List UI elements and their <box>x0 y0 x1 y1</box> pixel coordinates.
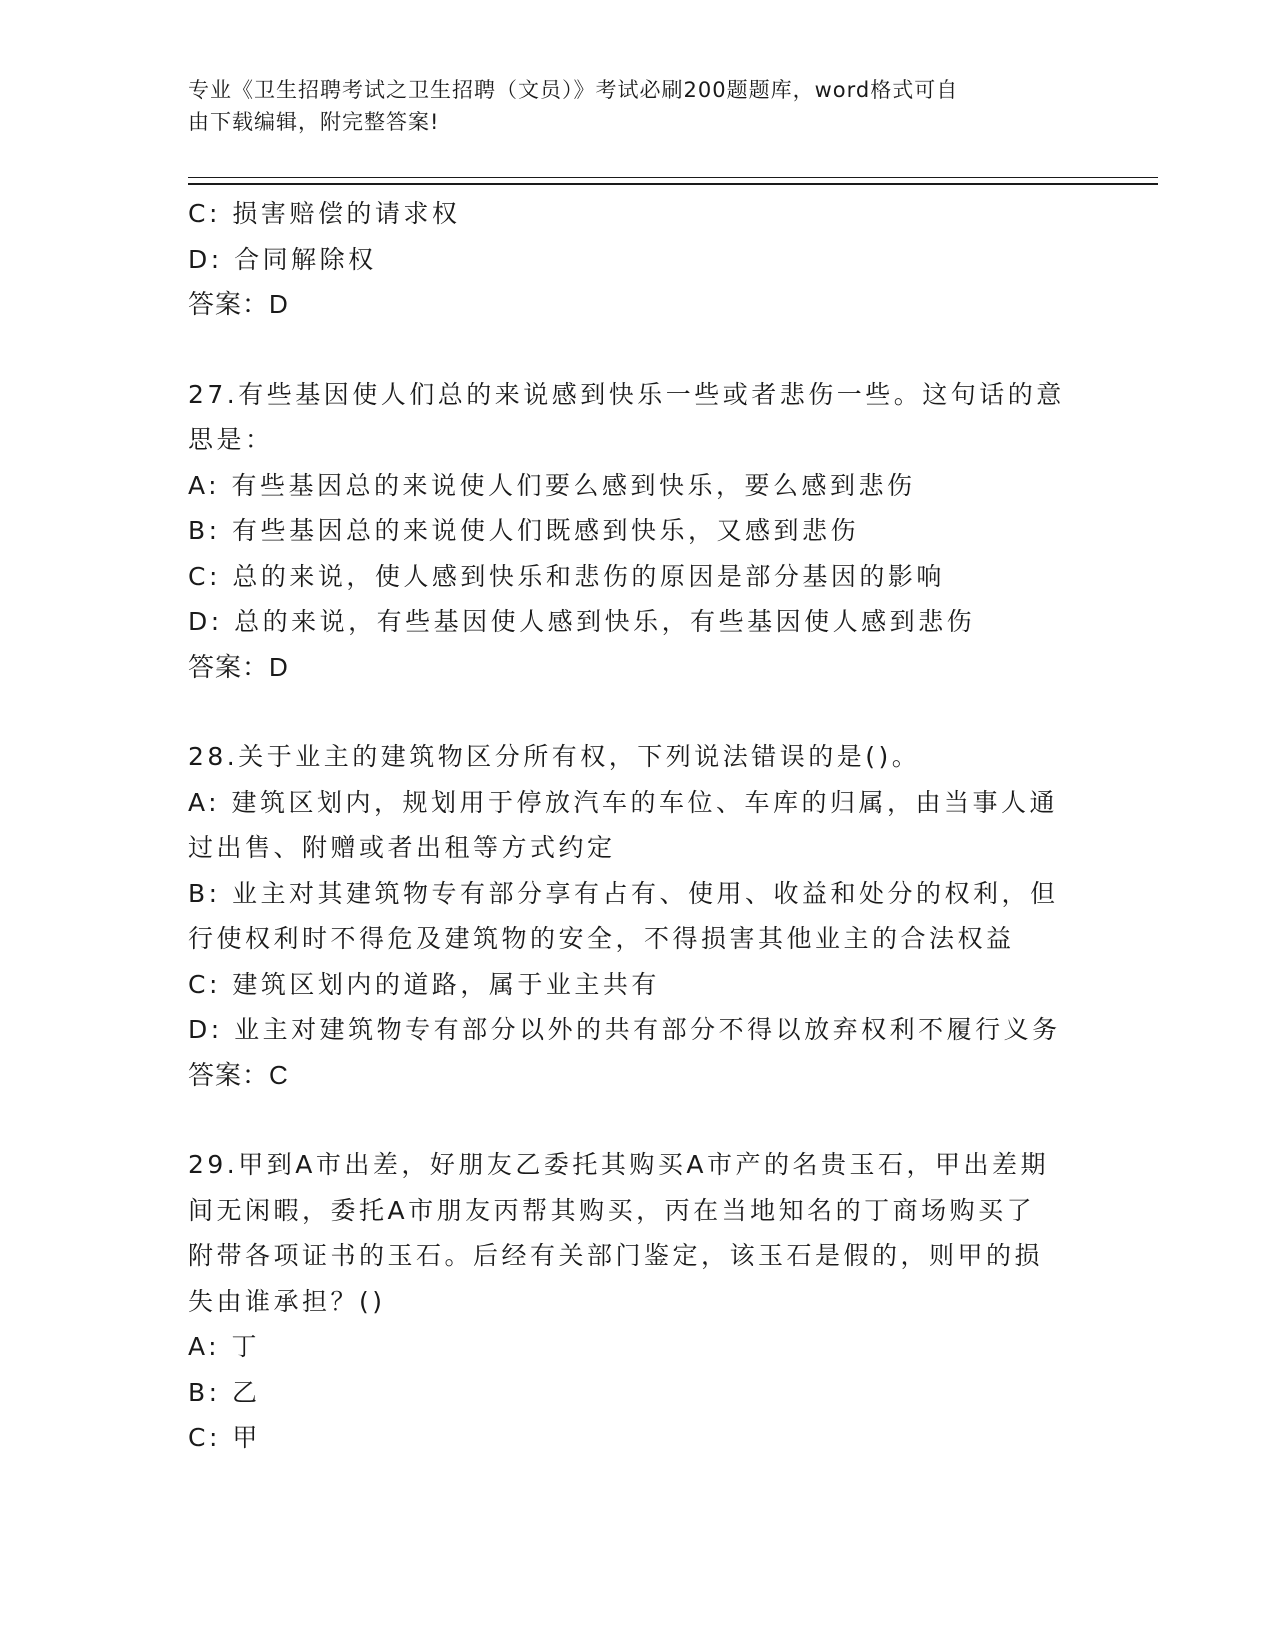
answer-line: 答案：D <box>188 651 289 682</box>
option-c: C: 建筑区划内的道路，属于业主共有 <box>188 969 660 999</box>
answer-line: 答案：C <box>188 1059 289 1090</box>
header-line-2: 由下载编辑，附完整答案! <box>188 110 440 134</box>
option-a: A: 建筑区划内，规划用于停放汽车的车位、车库的归属，由当事人通 <box>188 787 1059 817</box>
question-stem-line: 失由谁承担？() <box>188 1286 386 1316</box>
option-b: B: 乙 <box>188 1377 261 1407</box>
header-divider <box>188 177 1158 185</box>
answer-line: 答案：D <box>188 289 289 319</box>
option-a-continued: 过出售、附赠或者出租等方式约定 <box>188 833 616 862</box>
question-stem-line: 29.甲到A市出差，好朋友乙委托其购买A市产的名贵玉石，甲出差期 <box>188 1150 1049 1179</box>
page-header <box>188 74 1078 138</box>
option-a: A: 丁 <box>188 1332 261 1361</box>
question-29 <box>188 1142 1088 1461</box>
option-c: C: 损害赔偿的请求权 <box>188 199 461 228</box>
spacer <box>188 1098 1088 1142</box>
option-d: D: 合同解除权 <box>188 244 377 274</box>
option-a: A: 有些基因总的来说使人们要么感到快乐，要么感到悲伤 <box>188 470 916 500</box>
question-stem-line: 27.有些基因使人们总的来说感到快乐一些或者悲伤一些。这句话的意 <box>188 379 1065 409</box>
option-c: C: 甲 <box>188 1423 261 1452</box>
option-d: D: 总的来说，有些基因使人感到快乐，有些基因使人感到悲伤 <box>188 607 976 636</box>
question-stem-line: 思是： <box>188 425 274 454</box>
option-d: D: 业主对建筑物专有部分以外的共有部分不得以放弃权利不履行义务 <box>188 1015 1061 1044</box>
option-b-continued: 行使权利时不得危及建筑物的安全，不得损害其他业主的合法权益 <box>188 924 1015 953</box>
document-body <box>188 191 1088 1461</box>
question-stem-line: 附带各项证书的玉石。后经有关部门鉴定，该玉石是假的，则甲的损 <box>188 1241 1044 1270</box>
question-stem-line: 间无闲暇，委托A市朋友丙帮其购买，丙在当地知名的丁商场购买了 <box>188 1195 1036 1225</box>
spacer <box>188 690 1088 734</box>
option-b: B: 业主对其建筑物专有部分享有占有、使用、收益和处分的权利，但 <box>188 878 1059 908</box>
question-stem-line: 28.关于业主的建筑物区分所有权，下列说法错误的是()。 <box>188 742 921 771</box>
question-28 <box>188 734 1088 1098</box>
option-c: C: 总的来说，使人感到快乐和悲伤的原因是部分基因的影响 <box>188 561 945 591</box>
question-27 <box>188 372 1088 691</box>
header-line-1: 专业《卫生招聘考试之卫生招聘（文员）》考试必刷200题题库，word格式可自 <box>188 78 959 102</box>
option-b: B: 有些基因总的来说使人们既感到快乐，又感到悲伤 <box>188 516 860 545</box>
spacer <box>188 328 1088 372</box>
previous-question-tail <box>188 191 1088 328</box>
